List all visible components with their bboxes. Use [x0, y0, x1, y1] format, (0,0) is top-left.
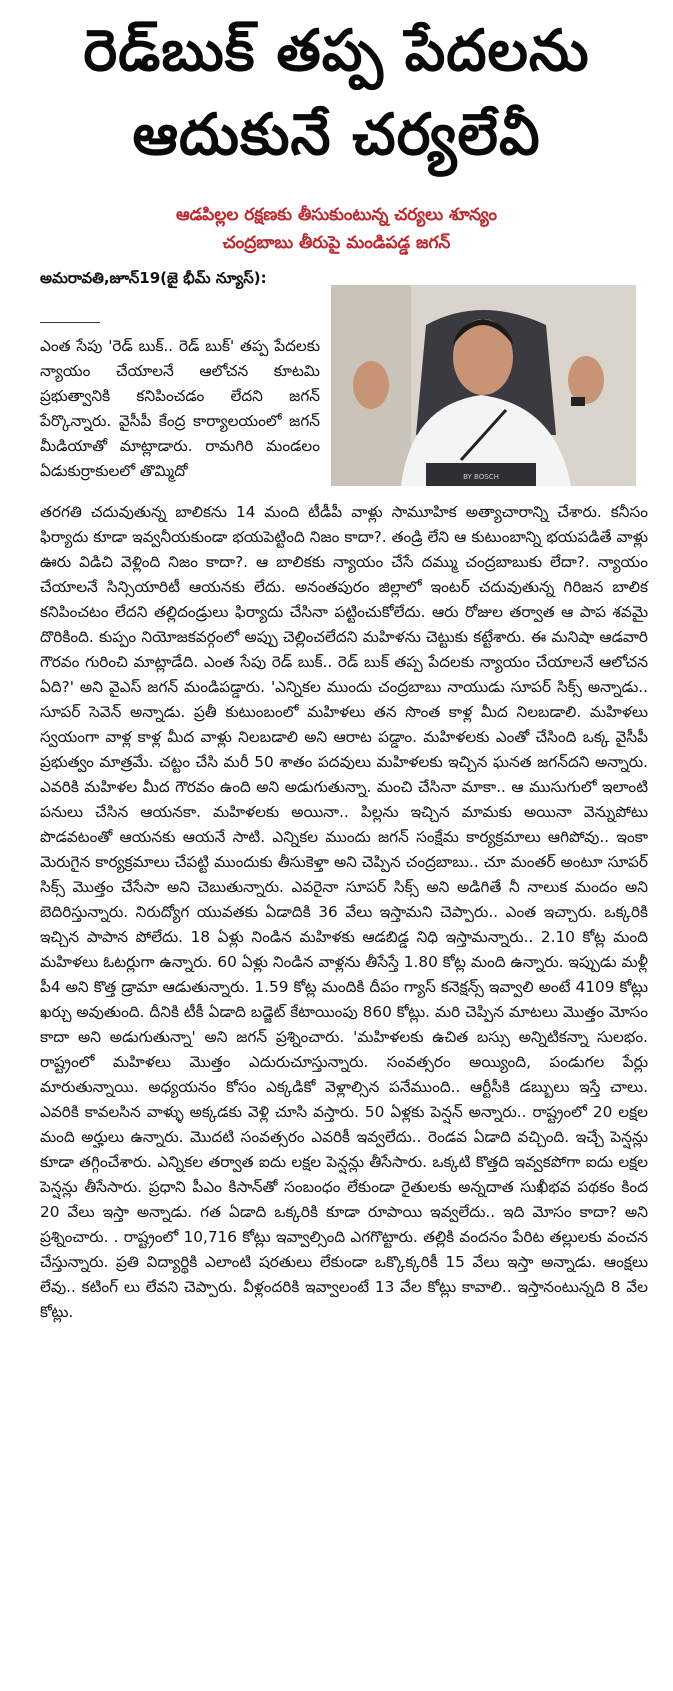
- article-body-main: తరగతి చదువుతున్న బాలికను 14 మంది టీడీపీ వాళ్లు సామూహిక అత్యాచారాన్ని చేశారు. కనీసం ఫిర్యాదు కూడా ఇవ్వనీయకుండా భయపెట్టింది నిజం కాదా?. తండ్రి లేని ఆ కుటుంబాన్ని భయపడితే వాళ్లు ఊరు విడిచి వెళ్లింది నిజం కాదా?. ఆ బాలికకు న్యాయం చేసే దమ్ము చంద్రబాబుకు లేదా?. న్యాయం చేయాలనే సిన్సియారిటీ ఆయనకు లేదు. అనంతపురం జిల్లాలో ఇంటర్ చదువుతున్న గిరిజన బాలిక కనిపించటం లేదని తల్లిదండ్రులు ఫిర్యాదు చేసినా పట్టించుకోలేదు. ఆరు రోజుల తర్వాత ఆ పాప శవమై దొరికింది. కుప్పం నియోజకవర్గంలో అప్పు చెల్లించలేదని మహిళను చెట్టుకు కట్టేశారు. ఈ మనిషా ఆడవారి గౌరవం గురించి మాట్లాడేది. ఎంత సేపు రెడ్ బుక్.. రెడ్ బుక్ తప్ప పేదలకు న్యాయం చేయాలనే ఆలోచన ఏది?' అని వైఎస్ జగన్ మండిపడ్డారు. 'ఎన్నికల ముందు చంద్రబాబు నాయుడు సూపర్ సిక్స్ అన్నాడు.. సూపర్ సెవెన్ అన్నాడు. ప్రతీ కుటుంబంలో మహిళలు తన సొంత కాళ్ల మీద నిలబడాలి. మహిళలు స్వయంగా వాళ్ల కాళ్ల మీద వాళ్లు నిలబడాలి అని ఆరాట పడ్డాం. మహిళలకు ఎంతో చేసింది ఒక్క వైసీపీ ప్రభుత్వం మాత్రమే. చట్టం చేసి మరీ 50 శాతం పదవులు మహిళలకు ఇచ్చిన ఘనత జగన్‌దని అన్నారు. ఎవరికి మహిళల మీద గౌరవం ఉంది అని అడుగుతున్నా. మంచి చేసినా మాకా.. ఆ ముసుగులో ఇలాంటి పనులు చేసిన ఆయనకా. మహిళలకు అయినా.. పిల్లను ఇచ్చిన మామకు అయినా వెన్నుపోటు పొడవటంతో ఆయనకు ఆయనే సాటి. ఎన్నికల ముందు జగన్ సంక్షేమ కార్యక్రమాలు ఆగిపోవు.. ఇంకా మెరుగైన కార్యక్రమాలు చేపట్టి ముందుకు తీసుకెళ్తా అని చెప్పిన చంద్రబాబు.. చూ మంతర్ అంటూ సూపర్ సిక్స్ మొత్తం చేసేసా అని చెబుతున్నారు. ఎవరైనా సూపర్ సిక్స్ అని అడిగితే నీ నాలుక మందం అని బెదిరిస్తున్నారు. నిరుద్యోగ యువతకు ఏడాదికి 36 వేలు ఇస్తామని చెప్పారు.. ఎంత ఇచ్చారు. ఒక్కరికి ఇచ్చిన పాపాన పోలేదు. 18 ఏళ్లు నిండిన మహిళకు ఆడబిడ్డ నిధి ఇస్తామన్నారు.. 2.10 కోట్ల మంది మహిళలు ఓటర్లుగా ఉన్నారు. 60 ఏళ్లు నిండిన వాళ్లను తీసేస్తే 1.80 కోట్ల మంది ఉన్నారు. ఇప్పుడు మళ్లీ పీ4 అని కొత్త డ్రామా ఆడుతున్నారు. 1.59 కోట్ల మందికి దీపం గ్యాస్ కనెక్షన్స్ ఇవ్వాలి అంటే 4109 కోట్లు ఖర్చు అవుతుంది. దీనికి టీకీ ఏడాది బడ్జెట్ కేటాయింపు 860 కోట్లు. మరి చెప్పిన మాటలు మొత్తం మోసం కాదా అని అడుగుతున్నా' అని జగన్ ప్రశ్నించారు. 'మహిళలకు ఉచిత బస్సు అన్నిటికన్నా సులభం. రాష్ట్రంలో మహిళలు మొత్తం ఎదురుచూస్తున్నారు. సంవత్సరం అయ్యింది, పండుగల పేర్లు మారుతున్నాయి. అధ్యయనం కోసం ఎక్కడికో వెళ్లాల్సిన పనేముంది.. ఆర్టీసీకి డబ్బులు ఇస్తే చాలు. ఎవరికి కావలసిన వాళ్ళు అక్కడకు వెళ్లి చూసి వస్తారు. 50 ఏళ్లకు పెన్షన్ అన్నారు.. రాష్ట్రంలో 20 లక్షల మంది అర్హులు ఉన్నారు. మొదటి సంవత్సరం ఎవరికీ ఇవ్వలేదు.. రెండవ ఏడాది వచ్చింది. ఇచ్చే పెన్షన్లు కూడా తగ్గించేశారు. ఎన్నికల తర్వాత ఐదు లక్షల పెన్షన్లు తీసేసారు. ఒక్కటి కొత్తది ఇవ్వకపోగా ఐదు లక్షల పెన్షన్లు తీసేసారు. ప్రధాని పీఎం కిసాన్‌తో సంబంధం లేకుండా రైతులకు అన్నదాత సుఖీభవ పథకం కింద 20 వేలు ఇస్తా అన్నాడు. గత ఏడాది ఒక్కరికి కూడా రూపాయి ఇవ్వలేదు.. ఇది మోసం కాదా? అని ప్రశ్నించారు. . రాష్ట్రంలో 10,716 కోట్లు ఇవ్వాల్సింది ఎగగొట్టారు. తల్లికి వందనం పేరిట తల్లులకు వంచన చేస్తున్నారు. ప్రతి విద్యార్థికి ఎలాంటి షరతులు లేకుండా ఒక్కొక్కరికీ 15 వేలు ఇస్తా అన్నాడు. ఆంక్షలు లేవు.. కటింగ్ లు లేవని చెప్పారు. వీళ్లందరికి ఇవ్వాలంటే 13 వేల కోట్లు కావాలి.. ఇస్తానంటున్నది 8 వేల కోట్లు.: [40, 503, 648, 1321]
- news-photo: [331, 285, 636, 486]
- photo-watch: [571, 397, 585, 406]
- article-body-intro: ఎంత సేపు 'రెడ్ బుక్.. రెడ్ బుక్' తప్ప పేదలకు న్యాయం చేయాలనే ఆలోచన కూటమి ప్రభుత్వానికి కనిపించడం లేదని జగన్ పేర్కొన్నారు. వైసీపీ కేంద్ర కార్యాలయంలో జగన్ మీడియాతో మాట్లాడారు. రామగిరి మండలం ఏడుకుర్రాకులలో తొమ్మిదో: [40, 337, 320, 480]
- photo-illustration: [331, 285, 636, 486]
- subheadline-2: చంద్రబాబు తీరుపై మండిపడ్డ జగన్: [222, 233, 451, 253]
- photo-left-hand: [353, 361, 389, 409]
- dateline-divider: [40, 322, 100, 323]
- photo-right-hand: [568, 356, 604, 404]
- headline-line-1: రెడ్‌బుక్ తప్ప పేదలను: [83, 18, 590, 84]
- dateline: అమరావతి,జూన్19(జై భీమ్ న్యూస్):: [40, 269, 267, 287]
- subheadline-1: ఆడపిల్లల రక్షణకు తీసుకుంటున్న చర్యలు శూన్యం: [176, 205, 497, 225]
- headline-line-2: ఆదుకునే చర్యలేవీ: [132, 102, 541, 168]
- photo-mic-label: BY BOSCH: [463, 473, 499, 481]
